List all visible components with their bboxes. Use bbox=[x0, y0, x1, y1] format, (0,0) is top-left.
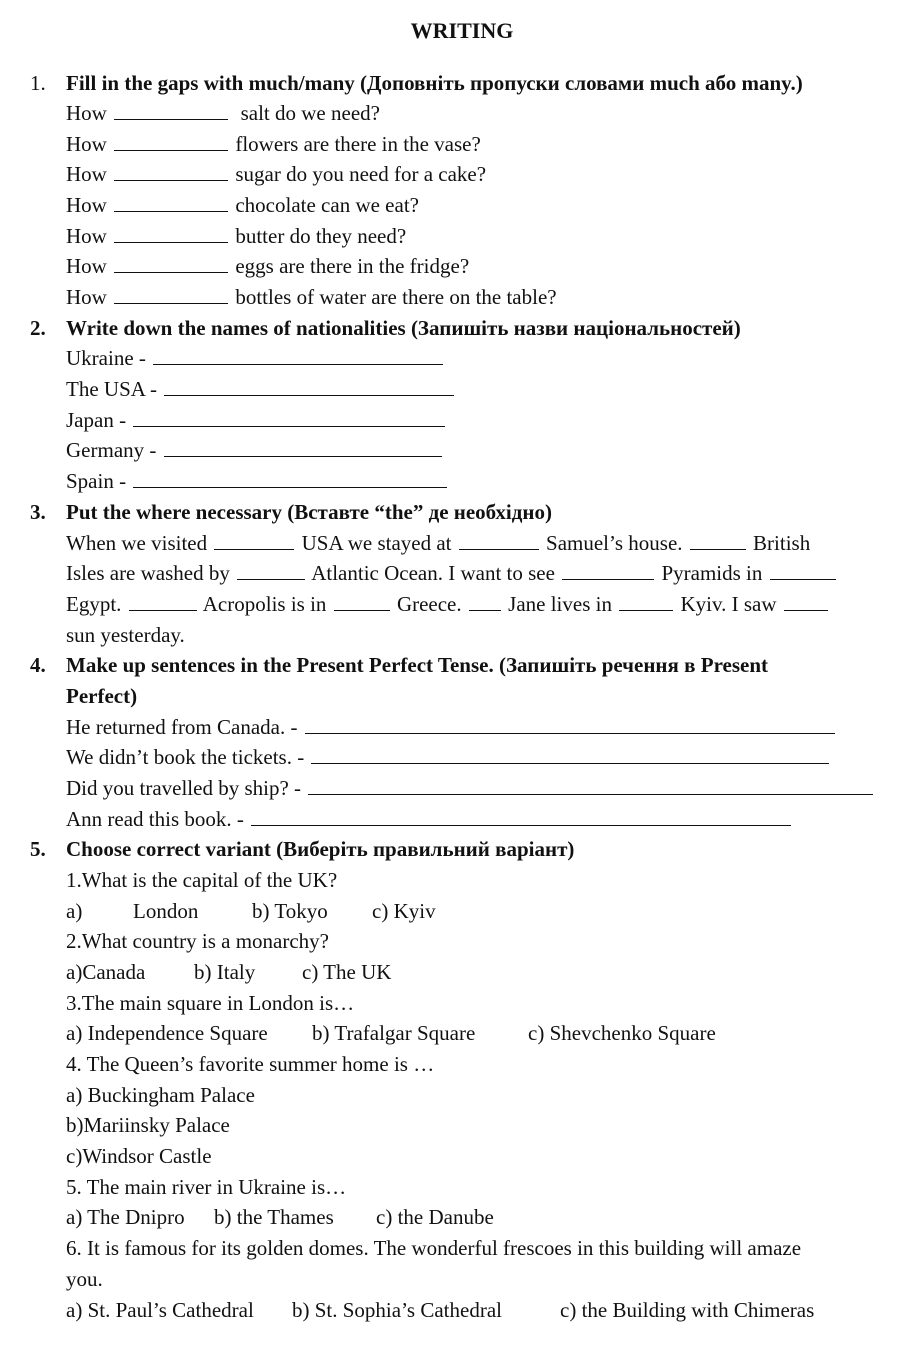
q2-question: 2.What country is a monarchy? bbox=[66, 929, 329, 953]
answer-blank[interactable] bbox=[305, 713, 835, 734]
answer-blank[interactable] bbox=[214, 529, 294, 550]
section-2-number: 2. bbox=[30, 316, 46, 340]
text-segment: Isles are washed by bbox=[66, 561, 230, 585]
text-segment: Egypt. bbox=[66, 592, 122, 616]
answer-blank[interactable] bbox=[619, 590, 673, 611]
answer-blank[interactable] bbox=[784, 590, 828, 611]
answer-blank[interactable] bbox=[114, 99, 228, 120]
q3-option-b[interactable]: b) Trafalgar Square bbox=[312, 1021, 476, 1045]
q4-option-a[interactable]: a) Buckingham Palace bbox=[66, 1083, 255, 1107]
answer-blank[interactable] bbox=[459, 529, 539, 550]
answer-blank[interactable] bbox=[114, 283, 228, 304]
answer-blank[interactable] bbox=[114, 252, 228, 273]
q5-option-a[interactable]: a) The Dnipro bbox=[66, 1205, 185, 1229]
text-segment: When we visited bbox=[66, 531, 208, 555]
q2-option-b[interactable]: b) Italy bbox=[194, 960, 256, 984]
q5-question: 5. The main river in Ukraine is… bbox=[66, 1175, 347, 1199]
q1-option-a[interactable]: London bbox=[133, 899, 199, 923]
how-label: How bbox=[66, 101, 107, 125]
answer-blank[interactable] bbox=[153, 344, 443, 365]
answer-blank[interactable] bbox=[237, 559, 305, 580]
section-4-heading-line-1: Make up sentences in the Present Perfect Tense. (Запишіть речення в Present bbox=[66, 653, 768, 677]
section-3-number: 3. bbox=[30, 500, 46, 524]
section-4-heading-line-2: Perfect) bbox=[66, 684, 138, 708]
answer-blank[interactable] bbox=[308, 774, 873, 795]
answer-blank[interactable] bbox=[251, 805, 791, 826]
s1-line-text: eggs are there in the fridge? bbox=[235, 254, 470, 278]
section-5-number: 5. bbox=[30, 837, 46, 861]
answer-blank[interactable] bbox=[690, 529, 746, 550]
q4-option-b[interactable]: b)Mariinsky Palace bbox=[66, 1113, 230, 1137]
q5-option-b[interactable]: b) the Thames bbox=[214, 1205, 334, 1229]
s1-line-4 bbox=[66, 190, 419, 220]
text-segment: Samuel’s house. bbox=[546, 531, 683, 555]
q3-option-a[interactable]: a) Independence Square bbox=[66, 1021, 268, 1045]
s1-line-text: salt do we need? bbox=[240, 101, 380, 125]
page-title: WRITING bbox=[410, 18, 514, 43]
s3-paragraph-line-3 bbox=[66, 589, 830, 619]
how-label: How bbox=[66, 193, 107, 217]
answer-blank[interactable] bbox=[311, 743, 829, 764]
text-segment: Kyiv. I saw bbox=[680, 592, 777, 616]
s1-line-text: sugar do you need for a cake? bbox=[235, 162, 487, 186]
country-label: The USA - bbox=[66, 377, 157, 401]
q4-option-c[interactable]: c)Windsor Castle bbox=[66, 1144, 212, 1168]
section-1-number: 1. bbox=[30, 71, 46, 95]
answer-blank[interactable] bbox=[770, 559, 836, 580]
q6-question-line-1: 6. It is famous for its golden domes. The wonderful frescoes in this building will amaze bbox=[66, 1236, 802, 1260]
answer-blank[interactable] bbox=[334, 590, 390, 611]
how-label: How bbox=[66, 224, 107, 248]
country-label: Spain - bbox=[66, 469, 127, 493]
section-1-heading: Fill in the gaps with much/many (Доповніть пропуски словами much або many.) bbox=[66, 71, 803, 95]
q5-option-c[interactable]: c) the Danube bbox=[376, 1205, 494, 1229]
country-label: Ukraine - bbox=[66, 346, 146, 370]
q1-option-c[interactable]: c) Kyiv bbox=[372, 899, 436, 923]
how-label: How bbox=[66, 132, 107, 156]
answer-blank[interactable] bbox=[133, 467, 447, 488]
s3-paragraph-line-4: sun yesterday. bbox=[66, 623, 185, 647]
q3-question: 3.The main square in London is… bbox=[66, 991, 355, 1015]
s1-line-text: bottles of water are there on the table? bbox=[235, 285, 557, 309]
text-segment: Pyramids in bbox=[661, 561, 763, 585]
sentence-text: We didn’t book the tickets. - bbox=[66, 745, 305, 769]
s1-line-3 bbox=[66, 159, 486, 189]
answer-blank[interactable] bbox=[114, 191, 228, 212]
s4-line-4 bbox=[66, 804, 793, 834]
section-2-heading: Write down the names of nationalities (Запишіть назви національностей) bbox=[66, 316, 741, 340]
q2-option-c[interactable]: c) The UK bbox=[302, 960, 392, 984]
text-segment: USA we stayed at bbox=[301, 531, 452, 555]
q1-option-b[interactable]: b) Tokyo bbox=[252, 899, 328, 923]
text-segment: Greece. bbox=[396, 592, 462, 616]
s1-line-text: chocolate can we eat? bbox=[235, 193, 419, 217]
s3-paragraph-line-2 bbox=[66, 558, 838, 588]
q1-question: 1.What is the capital of the UK? bbox=[66, 868, 338, 892]
s1-line-1 bbox=[66, 98, 380, 128]
s1-line-text: butter do they need? bbox=[235, 224, 407, 248]
s1-line-7 bbox=[66, 282, 557, 312]
q6-question-line-2: you. bbox=[66, 1267, 103, 1291]
answer-blank[interactable] bbox=[129, 590, 197, 611]
answer-blank[interactable] bbox=[114, 222, 228, 243]
s2-line-4 bbox=[66, 435, 444, 465]
answer-blank[interactable] bbox=[469, 590, 501, 611]
text-segment: Jane lives in bbox=[508, 592, 612, 616]
s2-line-2 bbox=[66, 374, 456, 404]
q1-option-a-letter[interactable]: a) bbox=[66, 899, 83, 923]
q2-option-a[interactable]: a)Canada bbox=[66, 960, 146, 984]
sentence-text: He returned from Canada. - bbox=[66, 715, 298, 739]
sentence-text: Ann read this book. - bbox=[66, 807, 244, 831]
answer-blank[interactable] bbox=[164, 436, 442, 457]
s4-line-2 bbox=[66, 742, 831, 772]
s1-line-6 bbox=[66, 251, 469, 281]
section-4-number: 4. bbox=[30, 653, 46, 677]
s2-line-5 bbox=[66, 466, 449, 496]
q6-option-b[interactable]: b) St. Sophia’s Cathedral bbox=[292, 1298, 502, 1322]
section-5-heading: Choose correct variant (Виберіть правильний варіант) bbox=[66, 837, 575, 861]
s2-line-1 bbox=[66, 343, 445, 373]
country-label: Japan - bbox=[66, 408, 127, 432]
answer-blank[interactable] bbox=[164, 375, 454, 396]
answer-blank[interactable] bbox=[114, 130, 228, 151]
how-label: How bbox=[66, 285, 107, 309]
section-3-heading: Put the where necessary (Вставте “the” де необхідно) bbox=[66, 500, 552, 524]
how-label: How bbox=[66, 254, 107, 278]
s1-line-5 bbox=[66, 221, 406, 251]
q6-option-c[interactable]: c) the Building with Chimeras bbox=[560, 1298, 815, 1322]
s1-line-2 bbox=[66, 129, 481, 159]
answer-blank[interactable] bbox=[562, 559, 654, 580]
s2-line-3 bbox=[66, 405, 447, 435]
s1-line-text: flowers are there in the vase? bbox=[235, 132, 481, 156]
how-label: How bbox=[66, 162, 107, 186]
s4-line-1 bbox=[66, 712, 837, 742]
text-segment: British bbox=[753, 531, 811, 555]
s4-line-3 bbox=[66, 773, 875, 803]
text-segment: Atlantic Ocean. I want to see bbox=[311, 561, 555, 585]
sentence-text: Did you travelled by ship? - bbox=[66, 776, 302, 800]
s3-paragraph-line-1 bbox=[66, 528, 810, 558]
text-segment: Acropolis is in bbox=[202, 592, 327, 616]
answer-blank[interactable] bbox=[114, 160, 228, 181]
q3-option-c[interactable]: c) Shevchenko Square bbox=[528, 1021, 716, 1045]
country-label: Germany - bbox=[66, 438, 157, 462]
q4-question: 4. The Queen’s favorite summer home is … bbox=[66, 1052, 435, 1076]
q6-option-a[interactable]: a) St. Paul’s Cathedral bbox=[66, 1298, 254, 1322]
answer-blank[interactable] bbox=[133, 406, 445, 427]
